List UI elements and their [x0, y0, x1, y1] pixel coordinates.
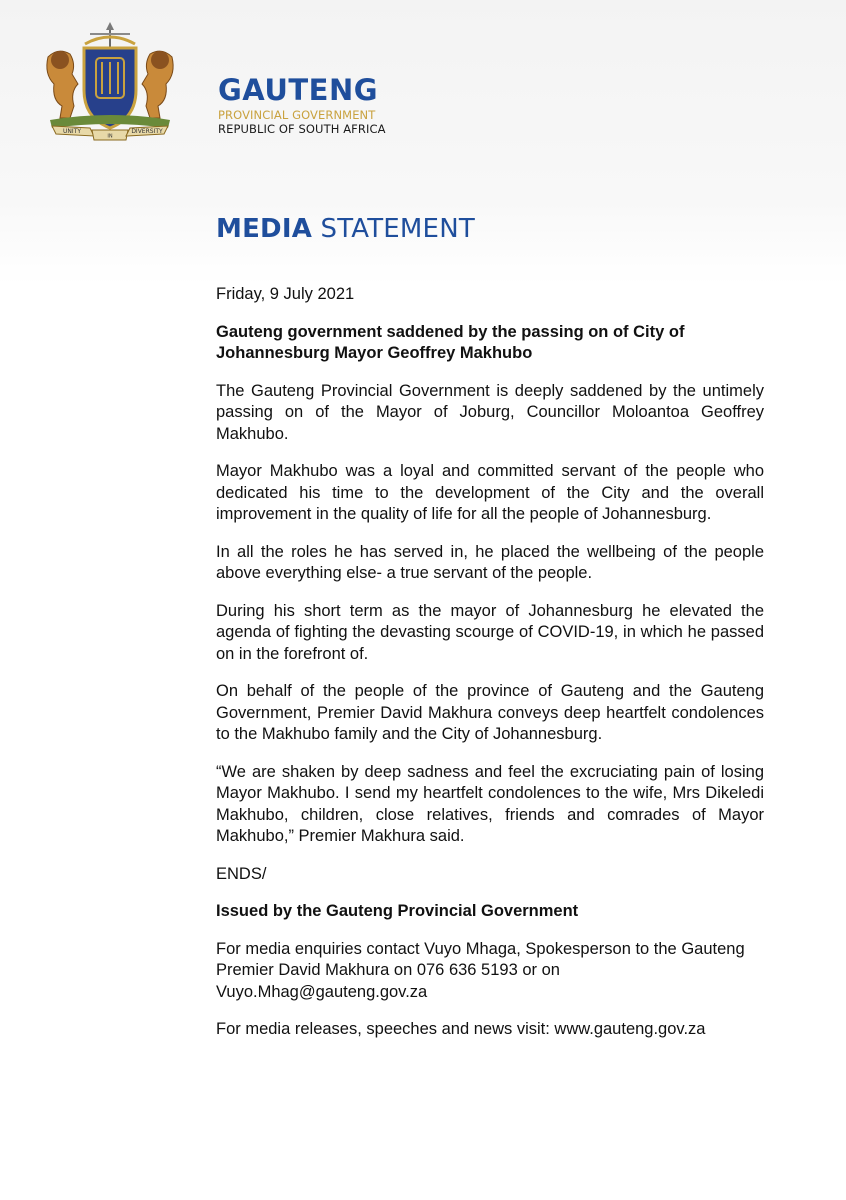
media-statement-heading-bold: MEDIA [216, 214, 313, 244]
letterhead [30, 22, 430, 152]
ends-marker: ENDS/ [216, 864, 267, 883]
body-paragraph: In all the roles he has served in, he placed the wellbeing of the people above everything else- a true servant of the people. [216, 542, 764, 582]
brand-subtitle-provincial: PROVINCIAL GOVERNMENT [218, 108, 376, 122]
body-paragraph: During his short term as the mayor of Johannesburg he elevated the agenda of fighting the devasting scourge of COVID-19, in which he passed on in the forefront of. [216, 601, 764, 663]
body-paragraph: The Gauteng Provincial Government is deeply saddened by the untimely passing on of the Mayor of Joburg, Councillor Moloantoa Geoffrey Makhubo. [216, 381, 764, 443]
statement-body [216, 284, 764, 1057]
body-paragraph: On behalf of the people of the province of Gauteng and the Gauteng Government, Premier David Makhura conveys deep heartfelt condolences to the Makhubo family and the City of Johannesburg. [216, 682, 764, 743]
media-statement-heading-rest: STATEMENT [320, 214, 475, 244]
statement-title: Gauteng government saddened by the passing on of City of Johannesburg Mayor Geoffrey Makhubo [216, 322, 685, 362]
motto-left: UNITY [63, 128, 81, 135]
brand-block [218, 74, 386, 136]
media-releases-info: For media releases, speeches and news visit: www.gauteng.gov.za [216, 1020, 706, 1038]
brand-subtitle-republic: REPUBLIC OF SOUTH AFRICA [218, 122, 386, 136]
motto-center: IN [107, 133, 113, 140]
issued-by: Issued by the Gauteng Provincial Government [216, 902, 579, 920]
media-contact: For media enquiries contact Vuyo Mhaga, Spokesperson to the Gauteng Premier David Makhura on 076 636 5193 or on Vuyo.Mhag@gauteng.gov.za [216, 939, 745, 1001]
statement-date: Friday, 9 July 2021 [216, 285, 355, 303]
body-paragraph-quote: “We are shaken by deep sadness and feel the excruciating pain of losing Mayor Makhubo. I send my heartfelt condolences to the wife, Mrs Dikeledi Makhubo, children, close relatives, friends and comrades of Mayor Makhubo,” Premier Makhura said. [216, 762, 764, 845]
brand-name: GAUTENG [218, 73, 379, 107]
body-paragraph: Mayor Makhubo was a loyal and committed servant of the people who dedicated his time to the development of the City and the overall improvement in the quality of life for all the people of Johannesburg. [216, 462, 764, 523]
coat-of-arms-logo [30, 22, 190, 147]
media-statement-heading [216, 214, 475, 244]
motto-right: DIVERSITY [131, 128, 163, 135]
